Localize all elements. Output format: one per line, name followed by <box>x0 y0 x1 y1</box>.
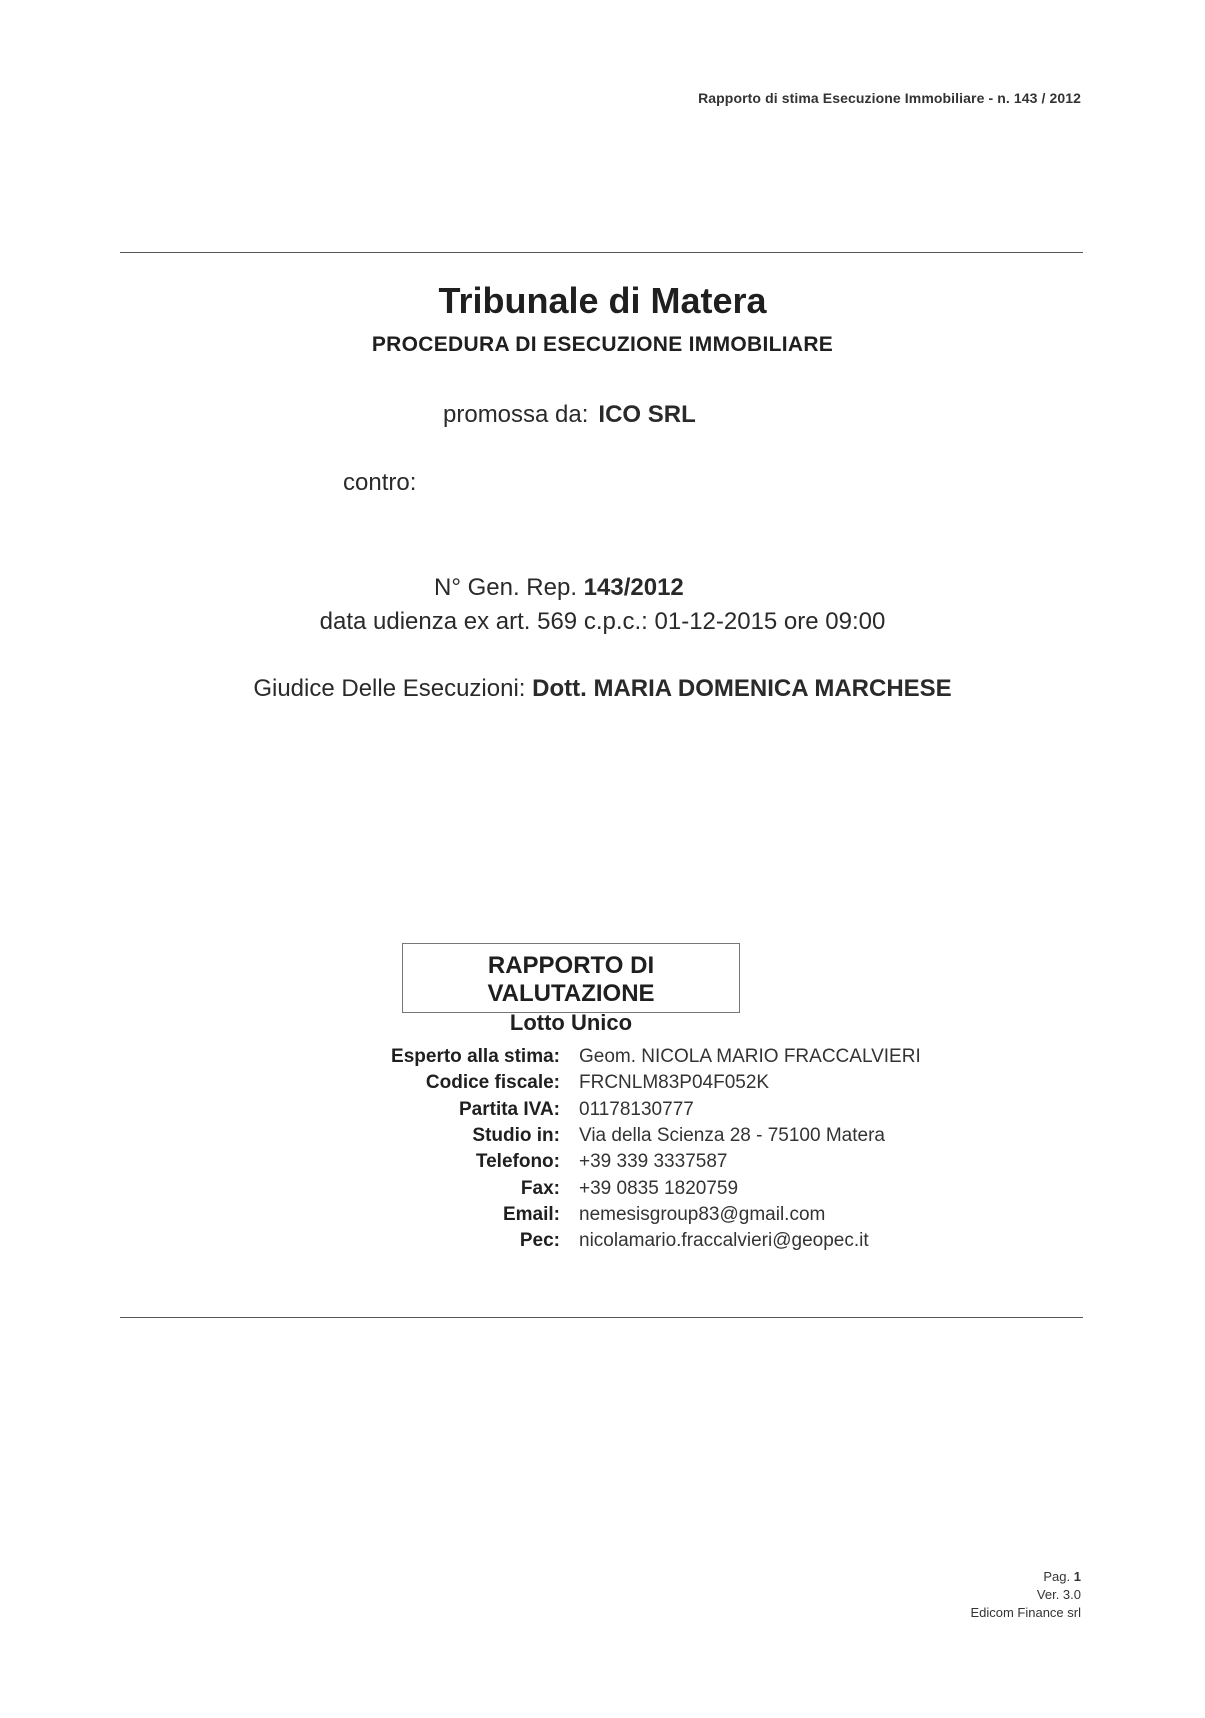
gen-rep-value: 143/2012 <box>583 574 684 601</box>
valuation-title: RAPPORTO DI VALUTAZIONE <box>487 952 655 1007</box>
expert-label: Email: <box>502 1203 560 1225</box>
expert-value: Via della Scienza 28 - 75100 Matera <box>579 1125 885 1147</box>
expert-row <box>340 1202 960 1228</box>
expert-value: FRCNLM83P04F052K <box>579 1072 770 1094</box>
expert-label: Studio in: <box>472 1125 560 1147</box>
expert-label: Fax: <box>520 1177 560 1199</box>
gen-rep-line <box>434 574 684 602</box>
page-footer <box>970 1568 1081 1622</box>
company-name: Edicom Finance srl <box>970 1605 1081 1620</box>
expert-row <box>340 1228 960 1254</box>
expert-row <box>340 1175 960 1201</box>
page-indicator <box>970 1568 1081 1586</box>
judge-name: Dott. MARIA DOMENICA MARCHESE <box>532 675 952 702</box>
expert-label: Codice fiscale: <box>425 1072 560 1094</box>
court-title: Tribunale di Matera <box>438 280 767 321</box>
top-divider <box>120 252 1083 253</box>
expert-label: Esperto alla stima: <box>391 1046 560 1068</box>
expert-row <box>340 1070 960 1096</box>
expert-label: Pec: <box>519 1230 560 1252</box>
expert-row <box>340 1123 960 1149</box>
procedure-title: PROCEDURA DI ESECUZIONE IMMOBILIARE <box>371 333 834 356</box>
expert-value: +39 0835 1820759 <box>579 1177 739 1199</box>
expert-details <box>340 1044 960 1254</box>
promossa-value: ICO SRL <box>598 401 696 428</box>
hearing-date: data udienza ex art. 569 c.p.c.: 01-12-2015 ore 09:00 <box>319 608 886 635</box>
contro-label: contro: <box>343 469 417 496</box>
page-number: 1 <box>1073 1569 1081 1584</box>
report-reference: Rapporto di stima Esecuzione Immobiliare - n. 143 / 2012 <box>698 90 1081 106</box>
expert-row <box>340 1149 960 1175</box>
version-label: Ver. 3.0 <box>1036 1587 1081 1602</box>
page-label: Pag. <box>1043 1569 1071 1584</box>
expert-row <box>340 1044 960 1070</box>
expert-pec: nicolamario.fraccalvieri@geopec.it <box>579 1230 869 1252</box>
promossa-line <box>443 401 696 429</box>
expert-row <box>340 1097 960 1123</box>
judge-label: Giudice Delle Esecuzioni: <box>253 675 526 702</box>
expert-label: Partita IVA: <box>458 1098 560 1120</box>
promossa-label: promossa da: <box>443 401 589 428</box>
gen-rep-label: N° Gen. Rep. <box>434 574 577 601</box>
expert-label: Telefono: <box>475 1151 560 1173</box>
expert-email: nemesisgroup83@gmail.com <box>579 1203 826 1225</box>
lot-subtitle: Lotto Unico <box>509 1010 633 1035</box>
expert-value: 01178130777 <box>579 1098 694 1120</box>
bottom-divider <box>120 1317 1083 1318</box>
expert-value: Geom. NICOLA MARIO FRACCALVIERI <box>579 1046 921 1068</box>
expert-value: +39 339 3337587 <box>579 1151 728 1173</box>
judge-line <box>0 675 1205 703</box>
valuation-report-box <box>402 943 740 1035</box>
